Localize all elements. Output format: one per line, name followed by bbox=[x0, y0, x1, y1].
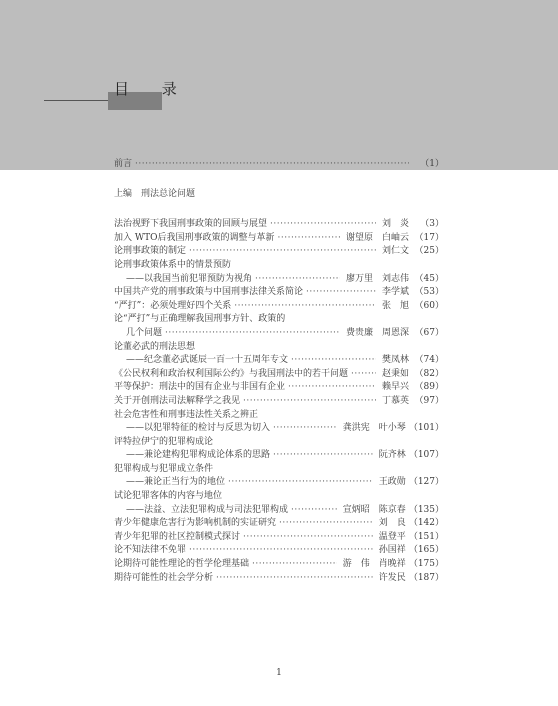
section-heading: 上编 刑法总论问题 bbox=[114, 188, 196, 199]
entry-page: （67） bbox=[414, 327, 444, 338]
toc-entry[interactable] bbox=[114, 395, 444, 409]
entry-page: （45） bbox=[414, 273, 444, 284]
entry-author: 赖早兴 bbox=[381, 382, 409, 393]
entry-author: 廖万里 刘志伟 bbox=[345, 273, 409, 284]
toc-entry[interactable] bbox=[114, 558, 444, 572]
toc-entry[interactable] bbox=[114, 476, 444, 490]
entry-author: 阮齐林 bbox=[378, 450, 406, 461]
dot-leader bbox=[273, 449, 373, 463]
toc-entry[interactable] bbox=[114, 490, 444, 504]
toc-entry[interactable] bbox=[114, 531, 444, 545]
entry-title: ——纪念董必武诞辰一百一十五周年专文 bbox=[126, 355, 289, 366]
entry-title: ——法益、立法犯罪构成与司法犯罪构成 bbox=[126, 504, 289, 515]
entry-page: （175） bbox=[408, 559, 444, 570]
dot-leader bbox=[291, 354, 376, 368]
header-band bbox=[0, 0, 558, 170]
entry-title: 关于开创刑法司法解释学之我见 bbox=[114, 395, 241, 406]
entry-title: 论刑事政策的制定 bbox=[114, 246, 187, 257]
entry-author: 费贵廉 周恩深 bbox=[345, 327, 409, 338]
dot-leader bbox=[351, 368, 376, 382]
entry-page: （53） bbox=[414, 287, 444, 298]
entry-title: ——以犯罪特征的检讨与反思为切入 bbox=[126, 423, 271, 434]
dot-leader bbox=[255, 273, 340, 287]
toc-entry[interactable] bbox=[114, 544, 444, 558]
entry-title: ——兼论正当行为的地位 bbox=[126, 477, 226, 488]
dot-leader bbox=[288, 381, 376, 395]
entry-page: （89） bbox=[414, 382, 444, 393]
entry-author: 温登平 bbox=[378, 531, 406, 542]
entry-page: （165） bbox=[408, 545, 444, 556]
entry-title: 论期待可能性理论的哲学伦理基础 bbox=[114, 559, 250, 570]
dot-leader bbox=[270, 218, 376, 232]
toc-entry[interactable] bbox=[114, 368, 444, 382]
toc-entry[interactable] bbox=[114, 218, 444, 232]
preface-page: （1） bbox=[420, 159, 444, 169]
entry-page: （135） bbox=[408, 504, 444, 515]
entry-title: 法治视野下我国刑事政策的回顾与展望 bbox=[114, 219, 268, 230]
entry-page: （74） bbox=[414, 355, 444, 366]
dot-leader bbox=[306, 286, 376, 300]
entry-author: 刘 良 bbox=[378, 518, 406, 529]
toc-entry[interactable] bbox=[114, 286, 444, 300]
entry-page: （151） bbox=[408, 531, 444, 542]
table-of-contents bbox=[114, 158, 444, 585]
entry-author: 刘仁文 bbox=[381, 246, 409, 257]
toc-entry[interactable] bbox=[114, 463, 444, 477]
toc-entry[interactable] bbox=[114, 273, 444, 287]
toc-entry[interactable] bbox=[114, 341, 444, 355]
entry-title: ——以我国当前犯罪预防为视角 bbox=[126, 273, 253, 284]
dot-leader bbox=[234, 300, 376, 314]
toc-entry[interactable] bbox=[114, 517, 444, 531]
toc-entry[interactable] bbox=[114, 232, 444, 246]
entry-title: 论刑事政策体系中的情景预防 bbox=[114, 259, 232, 270]
entry-page: （101） bbox=[408, 423, 444, 434]
toc-entry[interactable] bbox=[114, 259, 444, 273]
toc-entry[interactable] bbox=[114, 327, 444, 341]
entry-author: 游 伟 肖晚祥 bbox=[342, 559, 406, 570]
dot-leader bbox=[243, 531, 373, 545]
dot-leader bbox=[165, 327, 340, 341]
page-number: 1 bbox=[276, 668, 282, 678]
dot-leader bbox=[243, 395, 376, 409]
entry-title: 试论犯罪客体的内容与地位 bbox=[114, 491, 223, 502]
page-title: 目 录 bbox=[114, 80, 191, 98]
toc-entry[interactable] bbox=[114, 354, 444, 368]
entry-page: （107） bbox=[408, 450, 444, 461]
toc-entry[interactable] bbox=[114, 313, 444, 327]
toc-entry[interactable] bbox=[114, 381, 444, 395]
toc-entry[interactable] bbox=[114, 245, 444, 259]
dot-leader bbox=[189, 245, 376, 259]
entry-title: 《公民权利和政治权利国际公约》与我国刑法中的若干问题 bbox=[114, 368, 349, 379]
toc-entry[interactable] bbox=[114, 300, 444, 314]
toc-entry[interactable] bbox=[114, 572, 444, 586]
entry-title: 平等保护：刑法中的国有企业与非国有企业 bbox=[114, 382, 286, 393]
entry-author: 刘 炎 bbox=[381, 219, 409, 230]
entry-page: （82） bbox=[414, 368, 444, 379]
entry-author: 李学斌 bbox=[381, 287, 409, 298]
preface-title: 前言 bbox=[114, 159, 133, 169]
toc-entry[interactable] bbox=[114, 449, 444, 463]
entry-author: 丁慕英 bbox=[381, 395, 409, 406]
dot-leader bbox=[273, 422, 337, 436]
toc-entries bbox=[114, 218, 444, 585]
toc-entry[interactable] bbox=[114, 409, 444, 423]
entry-page: （97） bbox=[414, 395, 444, 406]
toc-entry[interactable] bbox=[114, 504, 444, 518]
entry-title: 几个问题 bbox=[126, 327, 163, 338]
dot-leader bbox=[279, 517, 373, 531]
toc-entry[interactable] bbox=[114, 436, 444, 450]
dot-leader bbox=[252, 558, 337, 572]
entry-page: （187） bbox=[408, 572, 444, 583]
entry-author: 赵秉如 bbox=[381, 368, 409, 379]
entry-title: 社会危害性和刑事违法性关系之辨正 bbox=[114, 409, 259, 420]
entry-title: 青少年犯罪的社区控制模式探讨 bbox=[114, 531, 241, 542]
entry-author: 樊凤林 bbox=[381, 355, 409, 366]
dot-leader bbox=[291, 504, 337, 518]
entry-page: （25） bbox=[414, 246, 444, 257]
entry-page: （60） bbox=[414, 300, 444, 311]
entry-author: 宣炳昭 陈京春 bbox=[342, 504, 406, 515]
entry-title: 犯罪构成与犯罪成立条件 bbox=[114, 463, 214, 474]
dot-leader bbox=[228, 476, 373, 490]
entry-title: 加入 WTO后我国刑事政策的调整与革新 bbox=[114, 232, 275, 243]
entry-author: 张 旭 bbox=[381, 300, 409, 311]
entry-author: 孙国祥 bbox=[378, 545, 406, 556]
entry-title: 论董必武的刑法思想 bbox=[114, 341, 196, 352]
dot-leader bbox=[278, 232, 340, 246]
entry-title: 中国共产党的刑事政策与中国刑事法律关系简论 bbox=[114, 287, 304, 298]
toc-preface[interactable] bbox=[114, 158, 444, 172]
entry-title: 论不知法律不免罪 bbox=[114, 545, 187, 556]
entry-title: 论“严打”与正确理解我国刑事方针、政策的 bbox=[114, 314, 286, 325]
entry-title: 期待可能性的社会学分析 bbox=[114, 572, 214, 583]
entry-title: 青少年健康危害行为影响机制的实证研究 bbox=[114, 518, 277, 529]
entry-page: （127） bbox=[408, 477, 444, 488]
entry-page: （142） bbox=[408, 518, 444, 529]
dot-leader bbox=[216, 572, 373, 586]
entry-title: ——兼论建构犯罪构成论体系的思路 bbox=[126, 450, 271, 461]
entry-author: 王政勋 bbox=[378, 477, 406, 488]
entry-author: 许发民 bbox=[378, 572, 406, 583]
entry-title: 评特拉伊宁的犯罪构成论 bbox=[114, 436, 214, 447]
entry-author: 龚洪宪 叶小琴 bbox=[342, 423, 406, 434]
dot-leader bbox=[189, 544, 373, 558]
entry-author: 谢望原 白岫云 bbox=[345, 232, 409, 243]
entry-page: （17） bbox=[414, 232, 444, 243]
toc-entry[interactable] bbox=[114, 422, 444, 436]
dot-leader bbox=[135, 158, 409, 172]
entry-title: “严打”：必须处理好四个关系 bbox=[114, 300, 232, 311]
entry-page: （3） bbox=[420, 219, 444, 230]
